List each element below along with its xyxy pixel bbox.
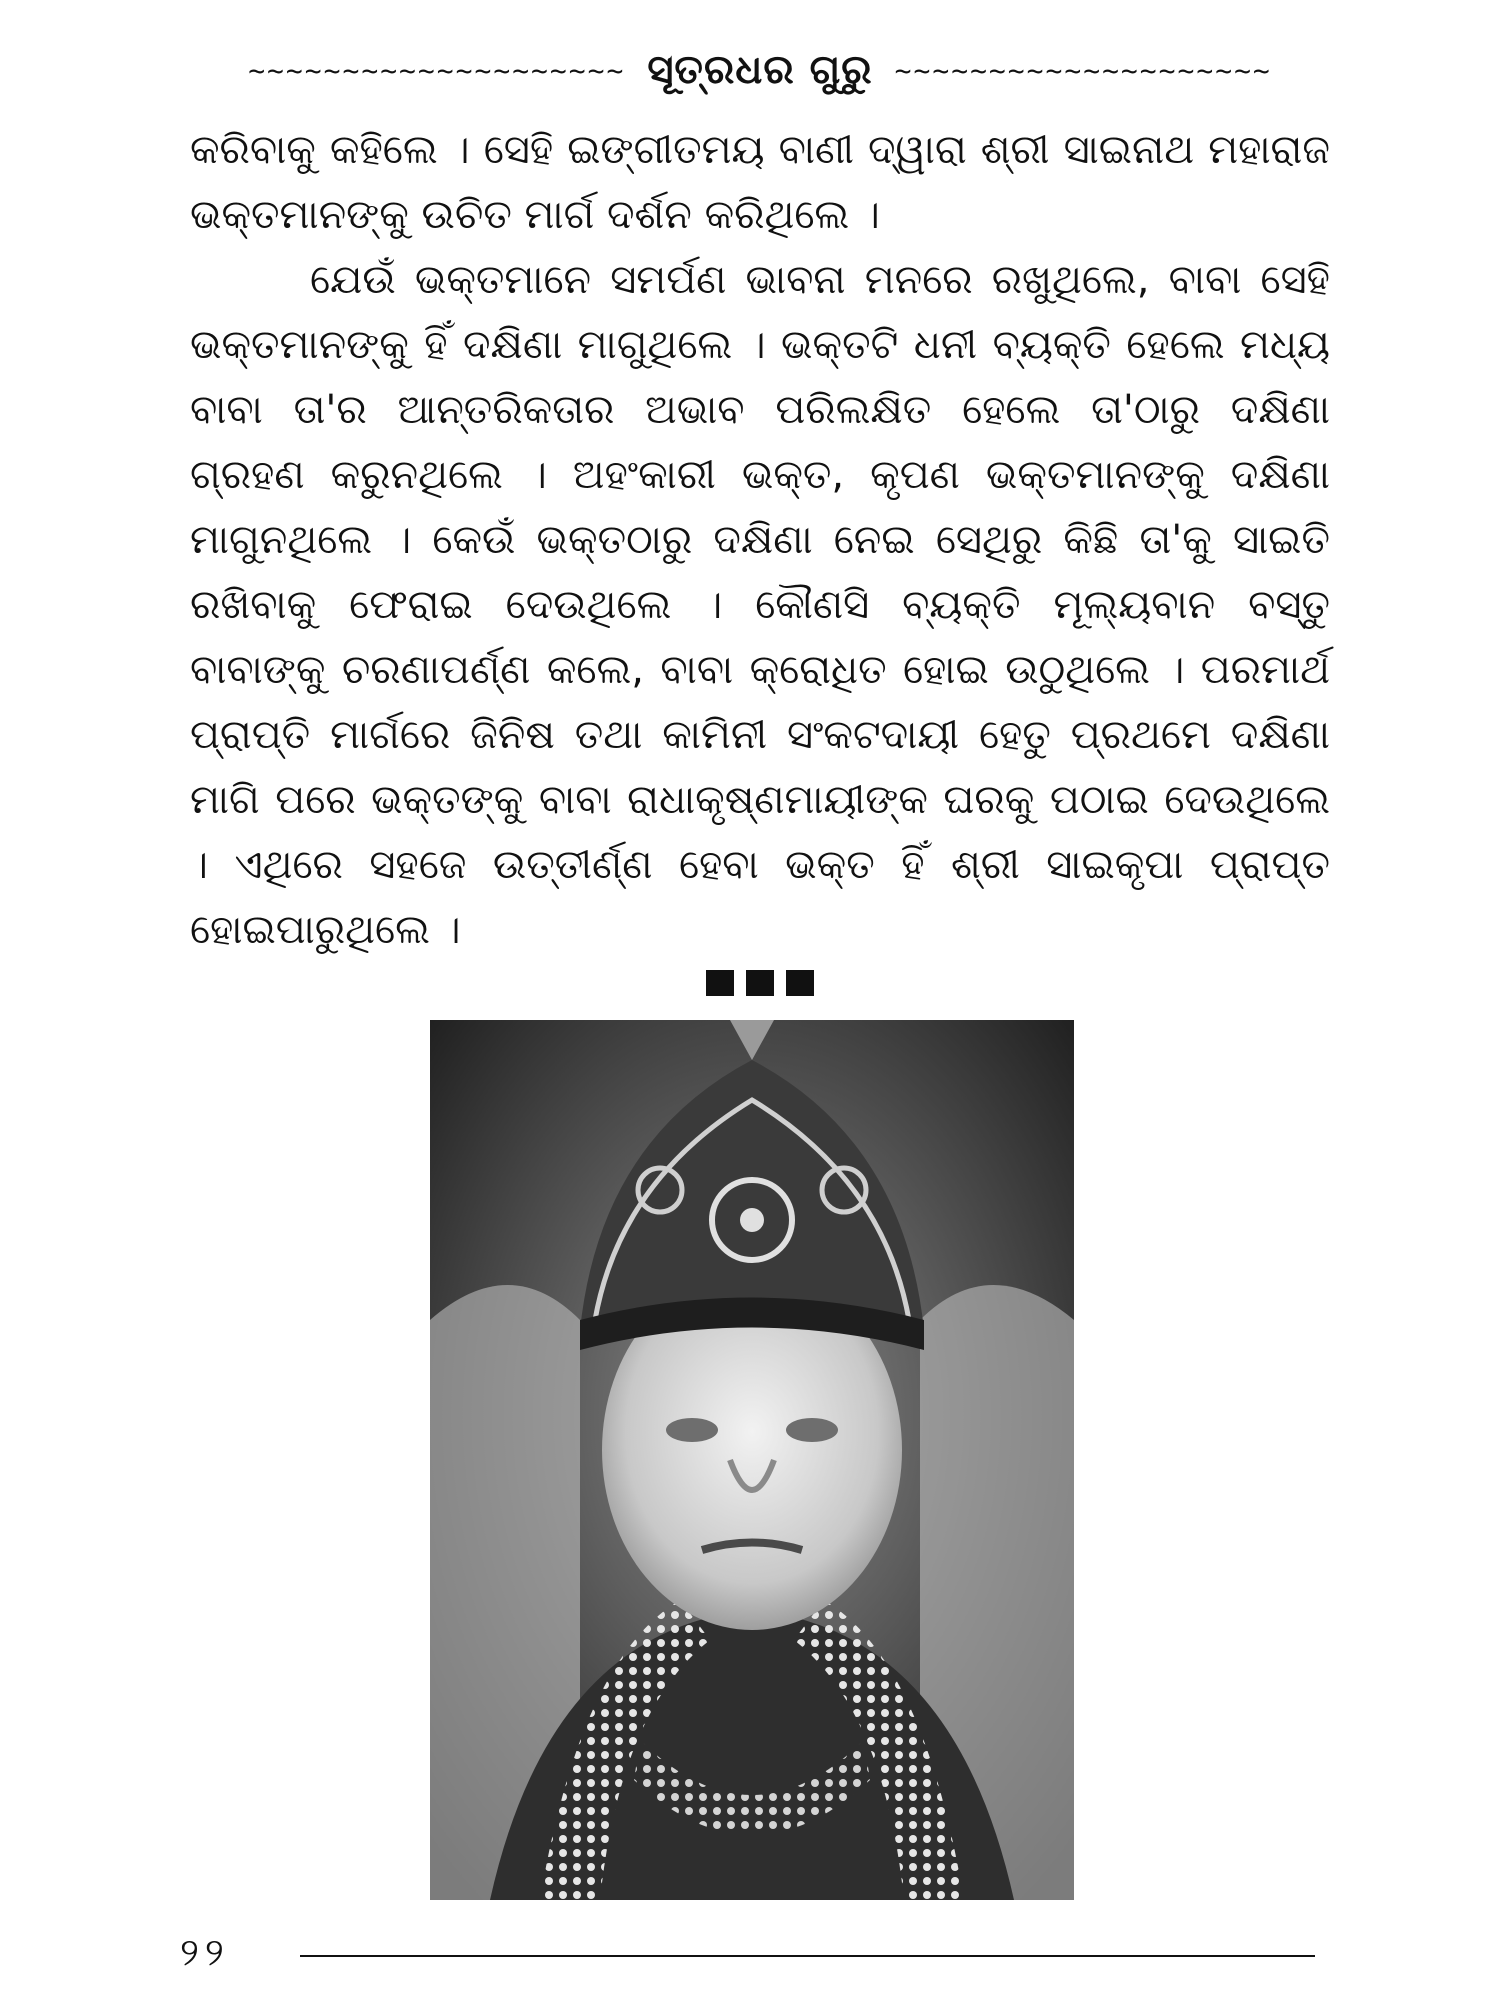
separator-square	[746, 970, 774, 996]
running-header	[190, 40, 1330, 100]
portrait-photo	[430, 1020, 1074, 1900]
body-text	[190, 118, 1330, 963]
portrait-illustration	[430, 1020, 1074, 1900]
header-left-tildes: ~~~~~~~~~~~~~~~~~~~~	[248, 53, 626, 87]
separator-square	[706, 970, 734, 996]
paragraph-2: ଯେଉଁ ଭକ୍ତମାନେ ସମର୍ପଣ ଭାବନା ମନରେ ରଖୁଥିଲେ, ବାବା ସେହି ଭକ୍ତମାନଙ୍କୁ ହିଁ ଦକ୍ଷିଣା ମାଗୁଥିଲେ । ଭକ୍ତଟି ଧନୀ ବ୍ୟକ୍ତି ହେଲେ ମଧ୍ୟ ବାବା ତା'ର ଆନ୍ତରିକତାର ଅଭାବ ପରିଲକ୍ଷିତ ହେଲେ ତା'ଠାରୁ ଦକ୍ଷିଣା ଗ୍ରହଣ କରୁନଥିଲେ । ଅହଂକାରୀ ଭକ୍ତ, କୃପଣ ଭକ୍ତମାନଙ୍କୁ ଦକ୍ଷିଣା ମାଗୁନଥିଲେ । କେଉଁ ଭକ୍ତଠାରୁ ଦକ୍ଷିଣା ନେଇ ସେଥିରୁ କିଛି ତା'କୁ ସାଇତି ରଖିବାକୁ ଫେରାଇ ଦେଉଥିଲେ । କୌଣସି ବ୍ୟକ୍ତି ମୂଲ୍ୟବାନ ବସ୍ତୁ ବାବାଙ୍କୁ ଚରଣାପର୍ଣ୍ଣ କଲେ, ବାବା କ୍ରୋଧିତ ହୋଇ ଉଠୁଥିଲେ । ପରମାର୍ଥ ପ୍ରାପ୍ତି ମାର୍ଗରେ ଜିନିଷ ତଥା କାମିନୀ ସଂକଟଦାୟୀ ହେତୁ ପ୍ରଥମେ ଦକ୍ଷିଣା ମାଗି ପରେ ଭକ୍ତଙ୍କୁ ବାବା ରାଧାକୃଷ୍ଣମାୟୀଙ୍କ ଘରକୁ ପଠାଇ ଦେଉଥିଲେ । ଏଥିରେ ସହଜେ ଉତ୍ତୀର୍ଣ୍ଣ ହେବା ଭକ୍ତ ହିଁ ଶ୍ରୀ ସାଇକୃପା ପ୍ରାପ୍ତ ହୋଇପାରୁଥିଲେ ।	[190, 257, 1330, 953]
section-separator	[706, 970, 814, 996]
paragraph-1: କରିବାକୁ କହିଲେ । ସେହି ଇଙ୍ଗୀତମୟ ବାଣୀ ଦ୍ୱାରା ଶ୍ରୀ ସାଇନାଥ ମହାରାଜ ଭକ୍ତମାନଙ୍କୁ ଉଚିତ ମାର୍ଗ ଦର୍ଶନ କରିଥିଲେ ।	[190, 127, 1330, 238]
footer-rule	[300, 1955, 1315, 1957]
header-right-tildes: ~~~~~~~~~~~~~~~~~~~~	[894, 53, 1272, 87]
page-number: ୨୨	[180, 1930, 230, 1974]
header-title: ସୂତ୍ରଧର ଗୁରୁ	[647, 47, 873, 93]
separator-square	[786, 970, 814, 996]
